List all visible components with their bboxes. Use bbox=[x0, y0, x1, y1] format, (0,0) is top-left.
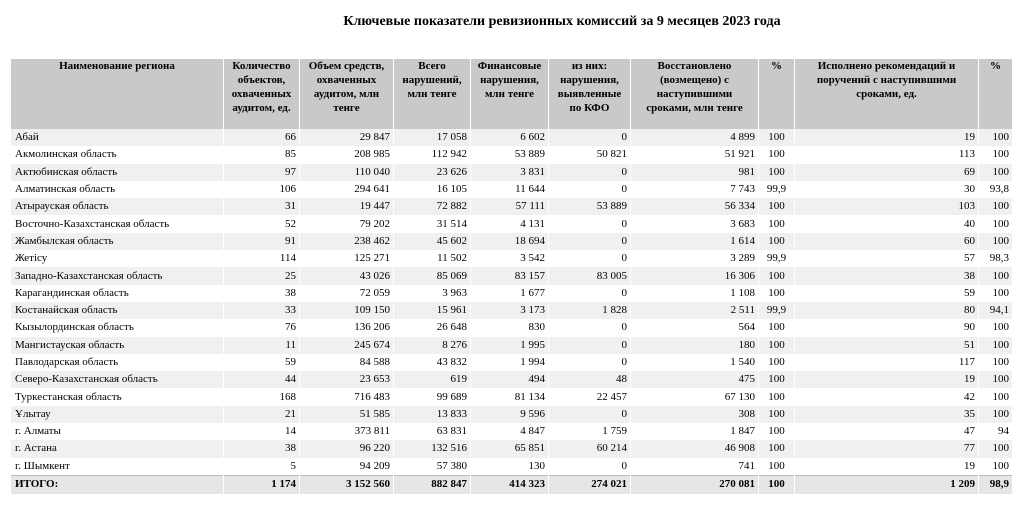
table-cell: 1 677 bbox=[471, 285, 549, 302]
region-name-cell: Мангистауская область bbox=[11, 337, 224, 354]
table-cell: 100 bbox=[759, 267, 795, 284]
table-cell: 100 bbox=[979, 337, 1013, 354]
table-cell: 0 bbox=[549, 250, 631, 267]
table-cell: 0 bbox=[549, 458, 631, 476]
total-cell: 414 323 bbox=[471, 475, 549, 494]
table-row bbox=[11, 267, 1013, 284]
table-cell: 13 833 bbox=[394, 406, 471, 423]
region-name-cell: Абай bbox=[11, 129, 224, 146]
table-cell: 3 173 bbox=[471, 302, 549, 319]
table-cell: 69 bbox=[795, 164, 979, 181]
table-cell: 100 bbox=[759, 129, 795, 146]
table-cell: 11 502 bbox=[394, 250, 471, 267]
table-cell: 83 157 bbox=[471, 267, 549, 284]
region-name-cell: Ұлытау bbox=[11, 406, 224, 423]
table-cell: 373 811 bbox=[300, 423, 394, 440]
table-row bbox=[11, 129, 1013, 146]
table-cell: 168 bbox=[224, 388, 300, 405]
header-restored-pct: % bbox=[759, 59, 795, 129]
table-row bbox=[11, 371, 1013, 388]
table-cell: 117 bbox=[795, 354, 979, 371]
table-cell: 51 bbox=[795, 337, 979, 354]
table-cell: 65 851 bbox=[471, 440, 549, 457]
table-cell: 0 bbox=[549, 319, 631, 336]
table-cell: 100 bbox=[979, 215, 1013, 232]
total-cell: 270 081 bbox=[631, 475, 759, 494]
table-cell: 6 602 bbox=[471, 129, 549, 146]
table-cell: 1 994 bbox=[471, 354, 549, 371]
table-cell: 9 596 bbox=[471, 406, 549, 423]
header-region: Наименование региона bbox=[11, 59, 224, 129]
total-cell: 100 bbox=[759, 475, 795, 494]
total-cell: 1 209 bbox=[795, 475, 979, 494]
table-cell: 42 bbox=[795, 388, 979, 405]
table-cell: 100 bbox=[759, 215, 795, 232]
table-cell: 109 150 bbox=[300, 302, 394, 319]
table-cell: 100 bbox=[759, 337, 795, 354]
table-row bbox=[11, 181, 1013, 198]
table-cell: 106 bbox=[224, 181, 300, 198]
table-cell: 8 276 bbox=[394, 337, 471, 354]
region-name-cell: Восточно-Казахстанская область bbox=[11, 215, 224, 232]
table-cell: 51 921 bbox=[631, 146, 759, 163]
region-name-cell: Атырауская область bbox=[11, 198, 224, 215]
table-row bbox=[11, 215, 1013, 232]
table-cell: 47 bbox=[795, 423, 979, 440]
table-cell: 52 bbox=[224, 215, 300, 232]
table-cell: 38 bbox=[224, 285, 300, 302]
table-cell: 94 bbox=[979, 423, 1013, 440]
table-cell: 21 bbox=[224, 406, 300, 423]
region-name-cell: г. Алматы bbox=[11, 423, 224, 440]
table-cell: 84 588 bbox=[300, 354, 394, 371]
table-cell: 44 bbox=[224, 371, 300, 388]
table-cell: 76 bbox=[224, 319, 300, 336]
table-cell: 14 bbox=[224, 423, 300, 440]
table-cell: 100 bbox=[759, 458, 795, 476]
table-cell: 100 bbox=[759, 285, 795, 302]
table-cell: 1 847 bbox=[631, 423, 759, 440]
table-cell: 100 bbox=[979, 129, 1013, 146]
table-cell: 245 674 bbox=[300, 337, 394, 354]
table-cell: 3 963 bbox=[394, 285, 471, 302]
table-cell: 4 847 bbox=[471, 423, 549, 440]
total-cell: 3 152 560 bbox=[300, 475, 394, 494]
table-cell: 0 bbox=[549, 215, 631, 232]
table-row bbox=[11, 302, 1013, 319]
table-cell: 60 214 bbox=[549, 440, 631, 457]
table-row bbox=[11, 423, 1013, 440]
table-cell: 19 bbox=[795, 458, 979, 476]
table-cell: 11 644 bbox=[471, 181, 549, 198]
table-cell: 110 040 bbox=[300, 164, 394, 181]
table-cell: 3 289 bbox=[631, 250, 759, 267]
table-total-row bbox=[11, 475, 1013, 494]
table-cell: 43 026 bbox=[300, 267, 394, 284]
table-cell: 100 bbox=[979, 406, 1013, 423]
table-cell: 72 882 bbox=[394, 198, 471, 215]
header-financial-violations: Финансовые нарушения, млн тенге bbox=[471, 59, 549, 129]
table-cell: 81 134 bbox=[471, 388, 549, 405]
table-cell: 741 bbox=[631, 458, 759, 476]
table-cell: 29 847 bbox=[300, 129, 394, 146]
table-cell: 60 bbox=[795, 233, 979, 250]
table-cell: 100 bbox=[979, 319, 1013, 336]
table-cell: 0 bbox=[549, 337, 631, 354]
table-cell: 67 130 bbox=[631, 388, 759, 405]
table-cell: 100 bbox=[759, 319, 795, 336]
table-cell: 72 059 bbox=[300, 285, 394, 302]
table-cell: 46 908 bbox=[631, 440, 759, 457]
table-row bbox=[11, 198, 1013, 215]
table-cell: 3 683 bbox=[631, 215, 759, 232]
table-cell: 308 bbox=[631, 406, 759, 423]
total-cell: 882 847 bbox=[394, 475, 471, 494]
table-cell: 99,9 bbox=[759, 181, 795, 198]
table-cell: 180 bbox=[631, 337, 759, 354]
header-kfo-violations: из них: нарушения, выявленные по КФО bbox=[549, 59, 631, 129]
table-row bbox=[11, 233, 1013, 250]
table-cell: 99,9 bbox=[759, 302, 795, 319]
table-cell: 35 bbox=[795, 406, 979, 423]
table-cell: 100 bbox=[979, 285, 1013, 302]
region-name-cell: Жамбылская область bbox=[11, 233, 224, 250]
table-cell: 38 bbox=[795, 267, 979, 284]
table-cell: 100 bbox=[979, 198, 1013, 215]
table-cell: 19 bbox=[795, 371, 979, 388]
table-cell: 100 bbox=[759, 198, 795, 215]
table-cell: 4 899 bbox=[631, 129, 759, 146]
table-row bbox=[11, 337, 1013, 354]
region-name-cell: Алматинская область bbox=[11, 181, 224, 198]
table-cell: 99 689 bbox=[394, 388, 471, 405]
table-cell: 15 961 bbox=[394, 302, 471, 319]
table-cell: 59 bbox=[224, 354, 300, 371]
table-cell: 100 bbox=[979, 146, 1013, 163]
region-name-cell: Костанайская область bbox=[11, 302, 224, 319]
table-cell: 2 511 bbox=[631, 302, 759, 319]
region-name-cell: Павлодарская область bbox=[11, 354, 224, 371]
header-objects-count: Количество объектов, охваченных аудитом, ед. bbox=[224, 59, 300, 129]
table-row bbox=[11, 406, 1013, 423]
table-cell: 25 bbox=[224, 267, 300, 284]
table-cell: 56 334 bbox=[631, 198, 759, 215]
total-cell: 274 021 bbox=[549, 475, 631, 494]
table-cell: 97 bbox=[224, 164, 300, 181]
header-recommendations: Исполнено рекомендаций и поручений с наступившими сроками, ед. bbox=[795, 59, 979, 129]
region-name-cell: г. Астана bbox=[11, 440, 224, 457]
table-cell: 45 602 bbox=[394, 233, 471, 250]
table-cell: 981 bbox=[631, 164, 759, 181]
table-cell: 33 bbox=[224, 302, 300, 319]
total-cell: 1 174 bbox=[224, 475, 300, 494]
table-cell: 93,8 bbox=[979, 181, 1013, 198]
table-cell: 294 641 bbox=[300, 181, 394, 198]
table-cell: 0 bbox=[549, 233, 631, 250]
table-cell: 57 111 bbox=[471, 198, 549, 215]
table-cell: 5 bbox=[224, 458, 300, 476]
table-cell: 43 832 bbox=[394, 354, 471, 371]
table-cell: 66 bbox=[224, 129, 300, 146]
table-cell: 98,3 bbox=[979, 250, 1013, 267]
table-cell: 100 bbox=[979, 458, 1013, 476]
header-recommendations-pct: % bbox=[979, 59, 1013, 129]
header-restored: Восстановлено (возмещено) с наступившими сроками, млн тенге bbox=[631, 59, 759, 129]
table-row bbox=[11, 458, 1013, 476]
region-name-cell: Акмолинская область bbox=[11, 146, 224, 163]
region-name-cell: Западно-Казахстанская область bbox=[11, 267, 224, 284]
table-cell: 475 bbox=[631, 371, 759, 388]
table-cell: 0 bbox=[549, 406, 631, 423]
table-cell: 53 889 bbox=[471, 146, 549, 163]
table-cell: 90 bbox=[795, 319, 979, 336]
table-row bbox=[11, 250, 1013, 267]
table-cell: 94 209 bbox=[300, 458, 394, 476]
table-cell: 96 220 bbox=[300, 440, 394, 457]
table-cell: 100 bbox=[979, 164, 1013, 181]
table-body bbox=[11, 129, 1013, 475]
table-cell: 100 bbox=[979, 440, 1013, 457]
table-cell: 100 bbox=[979, 371, 1013, 388]
table-cell: 40 bbox=[795, 215, 979, 232]
table-row bbox=[11, 440, 1013, 457]
table-cell: 1 108 bbox=[631, 285, 759, 302]
table-cell: 83 005 bbox=[549, 267, 631, 284]
table-cell: 51 585 bbox=[300, 406, 394, 423]
page-title: Ключевые показатели ревизионных комиссий за 9 месяцев 2023 года bbox=[343, 14, 781, 29]
table-cell: 100 bbox=[759, 371, 795, 388]
table-cell: 31 514 bbox=[394, 215, 471, 232]
table-row bbox=[11, 164, 1013, 181]
table-cell: 59 bbox=[795, 285, 979, 302]
table-cell: 716 483 bbox=[300, 388, 394, 405]
table-cell: 103 bbox=[795, 198, 979, 215]
table-cell: 136 206 bbox=[300, 319, 394, 336]
report-table bbox=[10, 59, 1013, 494]
table-cell: 26 648 bbox=[394, 319, 471, 336]
table-cell: 63 831 bbox=[394, 423, 471, 440]
table-cell: 130 bbox=[471, 458, 549, 476]
header-total-violations: Всего нарушений, млн тенге bbox=[394, 59, 471, 129]
table-cell: 23 653 bbox=[300, 371, 394, 388]
table-cell: 79 202 bbox=[300, 215, 394, 232]
table-cell: 100 bbox=[979, 267, 1013, 284]
region-name-cell: г. Шымкент bbox=[11, 458, 224, 476]
table-cell: 619 bbox=[394, 371, 471, 388]
table-cell: 100 bbox=[759, 146, 795, 163]
table-cell: 22 457 bbox=[549, 388, 631, 405]
table-cell: 125 271 bbox=[300, 250, 394, 267]
table-cell: 1 759 bbox=[549, 423, 631, 440]
table-cell: 11 bbox=[224, 337, 300, 354]
table-cell: 19 447 bbox=[300, 198, 394, 215]
table-cell: 57 380 bbox=[394, 458, 471, 476]
table-cell: 100 bbox=[759, 233, 795, 250]
table-cell: 94,1 bbox=[979, 302, 1013, 319]
table-row bbox=[11, 354, 1013, 371]
table-cell: 80 bbox=[795, 302, 979, 319]
table-cell: 1 540 bbox=[631, 354, 759, 371]
table-cell: 53 889 bbox=[549, 198, 631, 215]
table-cell: 91 bbox=[224, 233, 300, 250]
table-cell: 132 516 bbox=[394, 440, 471, 457]
table-cell: 1 614 bbox=[631, 233, 759, 250]
table-cell: 100 bbox=[979, 388, 1013, 405]
table-cell: 17 058 bbox=[394, 129, 471, 146]
report-table-container bbox=[10, 59, 1012, 494]
table-cell: 16 306 bbox=[631, 267, 759, 284]
table-cell: 48 bbox=[549, 371, 631, 388]
table-row bbox=[11, 319, 1013, 336]
table-cell: 100 bbox=[759, 164, 795, 181]
table-cell: 23 626 bbox=[394, 164, 471, 181]
region-name-cell: Туркестанская область bbox=[11, 388, 224, 405]
total-cell: 98,9 bbox=[979, 475, 1013, 494]
table-row bbox=[11, 388, 1013, 405]
table-cell: 16 105 bbox=[394, 181, 471, 198]
total-label: ИТОГО: bbox=[11, 475, 224, 494]
table-cell: 100 bbox=[759, 388, 795, 405]
table-cell: 208 985 bbox=[300, 146, 394, 163]
table-cell: 0 bbox=[549, 164, 631, 181]
table-cell: 564 bbox=[631, 319, 759, 336]
table-cell: 57 bbox=[795, 250, 979, 267]
table-cell: 238 462 bbox=[300, 233, 394, 250]
table-cell: 100 bbox=[979, 233, 1013, 250]
table-cell: 31 bbox=[224, 198, 300, 215]
table-cell: 7 743 bbox=[631, 181, 759, 198]
table-cell: 100 bbox=[759, 440, 795, 457]
table-cell: 100 bbox=[759, 423, 795, 440]
table-cell: 0 bbox=[549, 181, 631, 198]
table-cell: 85 bbox=[224, 146, 300, 163]
table-cell: 30 bbox=[795, 181, 979, 198]
table-cell: 100 bbox=[759, 354, 795, 371]
table-cell: 4 131 bbox=[471, 215, 549, 232]
table-cell: 112 942 bbox=[394, 146, 471, 163]
table-row bbox=[11, 285, 1013, 302]
header-funds-volume: Объем средств, охваченных аудитом, млн тенге bbox=[300, 59, 394, 129]
table-cell: 99,9 bbox=[759, 250, 795, 267]
table-row bbox=[11, 146, 1013, 163]
table-cell: 85 069 bbox=[394, 267, 471, 284]
table-cell: 3 831 bbox=[471, 164, 549, 181]
table-cell: 50 821 bbox=[549, 146, 631, 163]
table-cell: 0 bbox=[549, 354, 631, 371]
table-cell: 1 828 bbox=[549, 302, 631, 319]
table-cell: 494 bbox=[471, 371, 549, 388]
table-cell: 19 bbox=[795, 129, 979, 146]
table-cell: 114 bbox=[224, 250, 300, 267]
table-cell: 0 bbox=[549, 285, 631, 302]
table-header-row bbox=[11, 59, 1013, 129]
table-cell: 100 bbox=[979, 354, 1013, 371]
table-cell: 18 694 bbox=[471, 233, 549, 250]
table-cell: 0 bbox=[549, 129, 631, 146]
region-name-cell: Жетісу bbox=[11, 250, 224, 267]
table-cell: 830 bbox=[471, 319, 549, 336]
region-name-cell: Карагандинская область bbox=[11, 285, 224, 302]
table-cell: 38 bbox=[224, 440, 300, 457]
region-name-cell: Актюбинская область bbox=[11, 164, 224, 181]
table-cell: 113 bbox=[795, 146, 979, 163]
region-name-cell: Кызылординская область bbox=[11, 319, 224, 336]
table-cell: 3 542 bbox=[471, 250, 549, 267]
region-name-cell: Северо-Казахстанская область bbox=[11, 371, 224, 388]
table-cell: 77 bbox=[795, 440, 979, 457]
table-cell: 1 995 bbox=[471, 337, 549, 354]
table-cell: 100 bbox=[759, 406, 795, 423]
